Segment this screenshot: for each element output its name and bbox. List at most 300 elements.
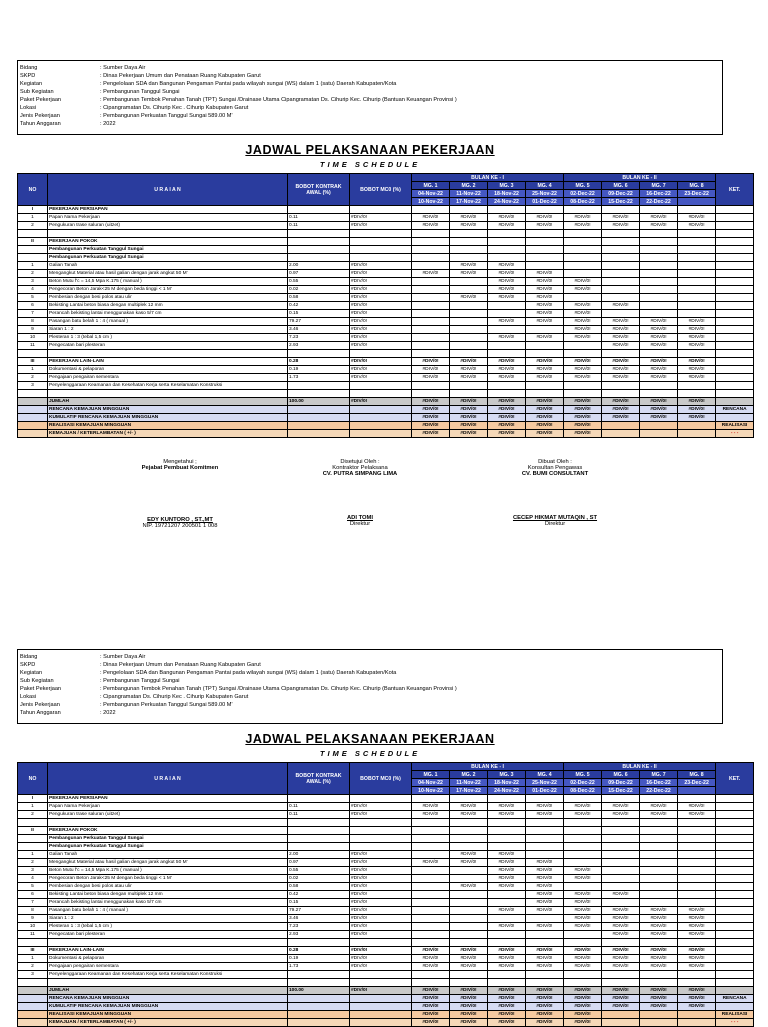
- table-row: [18, 214, 754, 222]
- week-value: [488, 827, 526, 835]
- row-no: 8: [18, 318, 48, 326]
- week-value: #DIV/0!: [564, 214, 602, 222]
- week-header: MG. 8: [678, 182, 716, 190]
- table-row: [18, 350, 754, 358]
- week-value: [602, 883, 640, 891]
- row-uraian: Beton Mutu f'c = 14,5 Mpa K.175 ( manual ): [48, 867, 288, 875]
- row-no: 10: [18, 923, 48, 931]
- week-value: [602, 270, 640, 278]
- week-value: #DIV/0!: [526, 867, 564, 875]
- signature-caption: Dibuat Oleh :: [538, 459, 572, 465]
- row-bobot-mc0: #DIV/0!: [350, 947, 412, 955]
- table-row: [18, 422, 754, 430]
- table-row: [18, 891, 754, 899]
- week-value: #DIV/0!: [678, 334, 716, 342]
- week-end-date: 10-Nov-22: [412, 787, 450, 795]
- week-value: [602, 1019, 640, 1027]
- table-row: [18, 230, 754, 238]
- row-bobot-mc0: #DIV/0!: [350, 358, 412, 366]
- week-value: #DIV/0!: [602, 931, 640, 939]
- week-start-date: 23-Dec-22: [678, 779, 716, 787]
- week-value: #DIV/0!: [488, 811, 526, 819]
- row-bobot-kontrak: 0.02: [288, 286, 350, 294]
- week-end-date: [678, 787, 716, 795]
- table-row: [18, 835, 754, 843]
- week-value: [412, 294, 450, 302]
- week-value: #DIV/0!: [488, 366, 526, 374]
- week-value: #DIV/0!: [450, 414, 488, 422]
- week-value: [602, 230, 640, 238]
- week-value: #DIV/0!: [412, 358, 450, 366]
- week-value: [488, 971, 526, 979]
- row-bobot-kontrak: [288, 230, 350, 238]
- week-value: [602, 350, 640, 358]
- week-value: #DIV/0!: [450, 947, 488, 955]
- week-value: #DIV/0!: [678, 222, 716, 230]
- week-value: [602, 827, 640, 835]
- row-bobot-kontrak: 0.55: [288, 278, 350, 286]
- week-value: #DIV/0!: [526, 875, 564, 883]
- week-value: [640, 422, 678, 430]
- week-value: #DIV/0!: [526, 1019, 564, 1027]
- row-ket: [716, 931, 754, 939]
- row-ket: [716, 302, 754, 310]
- week-end-date: 01-Dec-22: [526, 787, 564, 795]
- week-value: [602, 867, 640, 875]
- week-value: [678, 867, 716, 875]
- row-bobot-mc0: [350, 1011, 412, 1019]
- row-bobot-mc0: #DIV/0!: [350, 923, 412, 931]
- info-label: Bidang: [20, 654, 38, 660]
- row-uraian: Pengajaan pengairan sementara: [48, 963, 288, 971]
- week-value: #DIV/0!: [678, 955, 716, 963]
- week-value: [678, 270, 716, 278]
- week-value: [678, 310, 716, 318]
- table-row: [18, 270, 754, 278]
- row-bobot-kontrak: 0.97: [288, 859, 350, 867]
- week-value: [526, 979, 564, 987]
- week-value: #DIV/0!: [564, 406, 602, 414]
- table-row: [18, 334, 754, 342]
- week-value: #DIV/0!: [602, 963, 640, 971]
- week-value: #DIV/0!: [678, 915, 716, 923]
- row-bobot-kontrak: [288, 430, 350, 438]
- week-value: #DIV/0!: [488, 923, 526, 931]
- week-value: #DIV/0!: [678, 366, 716, 374]
- col-header-ket: KET.: [716, 174, 754, 206]
- week-value: [412, 326, 450, 334]
- week-value: #DIV/0!: [450, 358, 488, 366]
- week-value: #DIV/0!: [412, 859, 450, 867]
- week-value: #DIV/0!: [640, 803, 678, 811]
- week-end-date: 15-Dec-22: [602, 787, 640, 795]
- week-value: #DIV/0!: [640, 995, 678, 1003]
- row-ket: [716, 867, 754, 875]
- info-value: : Pembangunan Tanggul Sungai: [100, 678, 180, 684]
- week-value: #DIV/0!: [526, 883, 564, 891]
- row-bobot-mc0: #DIV/0!: [350, 310, 412, 318]
- week-value: #DIV/0!: [488, 414, 526, 422]
- signature-name: ADI TOMI: [347, 515, 373, 521]
- week-value: #DIV/0!: [640, 963, 678, 971]
- week-value: #DIV/0!: [488, 995, 526, 1003]
- week-value: [488, 979, 526, 987]
- week-value: [450, 971, 488, 979]
- table-row: [18, 971, 754, 979]
- row-uraian: Pengecatan bari plesteran: [48, 342, 288, 350]
- week-value: [488, 342, 526, 350]
- week-value: #DIV/0!: [526, 899, 564, 907]
- week-value: #DIV/0!: [526, 398, 564, 406]
- week-value: [678, 971, 716, 979]
- row-ket: [716, 374, 754, 382]
- info-label: Jenis Pekerjaan: [20, 113, 60, 119]
- schedule-title: JADWAL PELAKSANAAN PEKERJAAN: [245, 143, 495, 157]
- week-value: [678, 238, 716, 246]
- row-uraian: Pengajaan pengairan sementara: [48, 374, 288, 382]
- table-row: [18, 803, 754, 811]
- week-value: #DIV/0!: [526, 803, 564, 811]
- row-uraian: KEMAJUAN / KETERLAMBATAN ( +/- ): [48, 430, 288, 438]
- row-bobot-kontrak: 0.11: [288, 214, 350, 222]
- row-bobot-kontrak: [288, 414, 350, 422]
- week-value: #DIV/0!: [678, 923, 716, 931]
- week-value: [602, 939, 640, 947]
- row-uraian: Pasangan batu belah 1 : 4 ( manual ): [48, 907, 288, 915]
- row-bobot-mc0: [350, 835, 412, 843]
- week-value: [564, 230, 602, 238]
- week-value: [602, 294, 640, 302]
- week-value: #DIV/0!: [678, 803, 716, 811]
- week-value: [450, 875, 488, 883]
- week-value: #DIV/0!: [450, 366, 488, 374]
- week-value: [450, 899, 488, 907]
- row-ket: [716, 827, 754, 835]
- row-ket: [716, 795, 754, 803]
- row-ket: [716, 382, 754, 390]
- week-value: #DIV/0!: [526, 270, 564, 278]
- signature-company: CV. PUTRA SIMPANG LIMA: [322, 471, 398, 477]
- row-no: [18, 246, 48, 254]
- week-value: #DIV/0!: [602, 318, 640, 326]
- week-value: [678, 302, 716, 310]
- row-uraian: Galian Tanah: [48, 262, 288, 270]
- week-value: #DIV/0!: [526, 430, 564, 438]
- week-value: #DIV/0!: [602, 891, 640, 899]
- week-value: [602, 979, 640, 987]
- row-uraian: [48, 390, 288, 398]
- row-uraian: PEKERJAAN LAIN-LAIN: [48, 358, 288, 366]
- week-value: #DIV/0!: [640, 222, 678, 230]
- week-value: [450, 230, 488, 238]
- week-value: [678, 254, 716, 262]
- week-end-date: 08-Dec-22: [564, 787, 602, 795]
- week-start-date: 09-Dec-22: [602, 190, 640, 198]
- week-value: #DIV/0!: [412, 214, 450, 222]
- row-ket: [716, 875, 754, 883]
- week-value: #DIV/0!: [526, 406, 564, 414]
- row-bobot-mc0: #DIV/0!: [350, 398, 412, 406]
- week-value: #DIV/0!: [602, 406, 640, 414]
- week-value: [412, 350, 450, 358]
- row-uraian: JUMLAH: [48, 398, 288, 406]
- week-value: [450, 350, 488, 358]
- week-value: [602, 246, 640, 254]
- week-value: [640, 827, 678, 835]
- week-value: #DIV/0!: [450, 987, 488, 995]
- week-value: [526, 827, 564, 835]
- week-value: #DIV/0!: [564, 302, 602, 310]
- row-ket: [716, 811, 754, 819]
- row-bobot-mc0: [350, 238, 412, 246]
- week-value: [526, 915, 564, 923]
- week-value: [602, 422, 640, 430]
- row-no: [18, 979, 48, 987]
- table-row: [18, 883, 754, 891]
- table-row: [18, 366, 754, 374]
- week-value: #DIV/0!: [488, 947, 526, 955]
- week-value: #DIV/0!: [412, 222, 450, 230]
- week-value: [678, 1019, 716, 1027]
- row-no: 8: [18, 907, 48, 915]
- info-label: SKPD: [20, 662, 36, 668]
- week-header: MG. 8: [678, 771, 716, 779]
- week-value: [602, 206, 640, 214]
- week-value: [564, 262, 602, 270]
- week-value: #DIV/0!: [526, 366, 564, 374]
- row-uraian: Pembesian dengan besi polos atau ulir: [48, 294, 288, 302]
- row-bobot-kontrak: 0.58: [288, 294, 350, 302]
- week-header: MG. 4: [526, 182, 564, 190]
- row-uraian: RENCANA KEMAJUAN MINGGUAN: [48, 995, 288, 1003]
- week-value: [678, 286, 716, 294]
- row-ket: [716, 859, 754, 867]
- row-uraian: Mengangkut Material atau hasil galian dengan jarak angkut 50 M': [48, 859, 288, 867]
- week-header: MG. 4: [526, 771, 564, 779]
- week-value: [564, 979, 602, 987]
- week-value: #DIV/0!: [450, 374, 488, 382]
- row-bobot-kontrak: [288, 406, 350, 414]
- week-value: [564, 883, 602, 891]
- row-bobot-kontrak: 0.15: [288, 899, 350, 907]
- col-header-uraian: U R A I A N: [48, 174, 288, 206]
- row-ket: [716, 286, 754, 294]
- week-value: [450, 835, 488, 843]
- info-label: Jenis Pekerjaan: [20, 702, 60, 708]
- row-no: 11: [18, 342, 48, 350]
- week-value: [564, 246, 602, 254]
- row-bobot-mc0: #DIV/0!: [350, 803, 412, 811]
- week-header: MG. 2: [450, 771, 488, 779]
- row-bobot-mc0: #DIV/0!: [350, 214, 412, 222]
- week-value: #DIV/0!: [678, 931, 716, 939]
- week-value: #DIV/0!: [412, 955, 450, 963]
- row-no: 1: [18, 851, 48, 859]
- row-ket: RENCANA: [716, 406, 754, 414]
- table-row: [18, 931, 754, 939]
- week-value: #DIV/0!: [412, 963, 450, 971]
- week-value: #DIV/0!: [488, 406, 526, 414]
- week-value: #DIV/0!: [488, 963, 526, 971]
- week-value: [640, 246, 678, 254]
- row-bobot-mc0: #DIV/0!: [350, 883, 412, 891]
- week-value: #DIV/0!: [602, 358, 640, 366]
- table-row: [18, 1019, 754, 1027]
- week-value: #DIV/0!: [678, 907, 716, 915]
- row-uraian: Pengecoran Beton Jarak<25 M dengan beda tinggi < 1 M': [48, 875, 288, 883]
- row-no: I: [18, 206, 48, 214]
- week-value: [602, 899, 640, 907]
- week-value: [640, 795, 678, 803]
- row-ket: REALISASI: [716, 1011, 754, 1019]
- week-value: #DIV/0!: [564, 318, 602, 326]
- row-ket: [716, 803, 754, 811]
- row-no: [18, 1019, 48, 1027]
- week-value: [640, 254, 678, 262]
- row-uraian: Pengukuran trase saluran (uitzet): [48, 811, 288, 819]
- col-header-bobot-mc0: BOBOT MC0 (%): [350, 763, 412, 795]
- week-start-date: 04-Nov-22: [412, 190, 450, 198]
- row-uraian: Pembangunan Perkuatan Tanggul Sungai: [48, 254, 288, 262]
- table-row: [18, 1011, 754, 1019]
- week-value: [412, 883, 450, 891]
- week-value: #DIV/0!: [640, 915, 678, 923]
- row-ket: [716, 278, 754, 286]
- week-value: #DIV/0!: [640, 406, 678, 414]
- week-value: #DIV/0!: [602, 342, 640, 350]
- week-value: [412, 278, 450, 286]
- week-value: #DIV/0!: [564, 867, 602, 875]
- week-header: MG. 3: [488, 182, 526, 190]
- week-value: [564, 206, 602, 214]
- week-value: [602, 875, 640, 883]
- row-no: 9: [18, 915, 48, 923]
- week-value: [640, 883, 678, 891]
- week-value: #DIV/0!: [412, 270, 450, 278]
- week-value: [450, 318, 488, 326]
- row-no: [18, 835, 48, 843]
- week-value: #DIV/0!: [450, 859, 488, 867]
- week-value: [450, 867, 488, 875]
- week-value: #DIV/0!: [526, 987, 564, 995]
- row-no: 4: [18, 875, 48, 883]
- row-no: 2: [18, 859, 48, 867]
- row-ket: RENCANA: [716, 995, 754, 1003]
- week-value: [602, 795, 640, 803]
- week-header: MG. 2: [450, 182, 488, 190]
- week-value: [450, 931, 488, 939]
- info-value: : Dinas Pekerjaan Umum dan Penataan Ruang Kabupaten Garut: [100, 662, 261, 668]
- week-value: #DIV/0!: [450, 963, 488, 971]
- row-no: [18, 398, 48, 406]
- row-bobot-kontrak: 79.27: [288, 907, 350, 915]
- week-value: #DIV/0!: [450, 1011, 488, 1019]
- row-bobot-mc0: [350, 246, 412, 254]
- row-bobot-mc0: #DIV/0!: [350, 286, 412, 294]
- row-no: [18, 422, 48, 430]
- week-value: #DIV/0!: [678, 811, 716, 819]
- week-value: [488, 302, 526, 310]
- week-value: [412, 254, 450, 262]
- row-uraian: KUMULATIF RENCANA KEMAJUAN MINGGUAN: [48, 414, 288, 422]
- row-uraian: KEMAJUAN / KETERLAMBATAN ( +/- ): [48, 1019, 288, 1027]
- week-value: #DIV/0!: [412, 1019, 450, 1027]
- week-value: [412, 899, 450, 907]
- row-ket: [716, 334, 754, 342]
- week-value: #DIV/0!: [564, 358, 602, 366]
- schedule-page-1: [17, 60, 748, 438]
- week-value: #DIV/0!: [488, 422, 526, 430]
- col-header-bobot-mc0: BOBOT MC0 (%): [350, 174, 412, 206]
- week-value: [640, 899, 678, 907]
- row-bobot-kontrak: 0.11: [288, 811, 350, 819]
- week-value: #DIV/0!: [602, 398, 640, 406]
- table-row: [18, 947, 754, 955]
- week-value: #DIV/0!: [526, 995, 564, 1003]
- week-value: #DIV/0!: [564, 422, 602, 430]
- week-value: [640, 867, 678, 875]
- info-label: Lokasi: [20, 694, 37, 700]
- row-bobot-mc0: [350, 206, 412, 214]
- week-value: [488, 795, 526, 803]
- week-header: MG. 6: [602, 771, 640, 779]
- col-header-no: NO: [18, 174, 48, 206]
- row-bobot-mc0: #DIV/0!: [350, 899, 412, 907]
- table-row: [18, 286, 754, 294]
- week-value: #DIV/0!: [450, 270, 488, 278]
- row-no: [18, 350, 48, 358]
- info-value: : Cipangramatan Ds. Cihurip Kec . Cihurip Kabupaten Garut: [100, 694, 249, 700]
- row-no: [18, 995, 48, 1003]
- week-value: #DIV/0!: [412, 374, 450, 382]
- week-value: [450, 206, 488, 214]
- row-bobot-kontrak: 0.02: [288, 875, 350, 883]
- table-row: [18, 915, 754, 923]
- row-ket: [716, 214, 754, 222]
- week-value: #DIV/0!: [678, 1003, 716, 1011]
- week-value: #DIV/0!: [412, 414, 450, 422]
- row-bobot-kontrak: [288, 350, 350, 358]
- week-value: [450, 819, 488, 827]
- week-value: [450, 939, 488, 947]
- week-end-date: 22-Dec-22: [640, 787, 678, 795]
- info-label: Tahun Anggaran: [20, 710, 61, 716]
- week-start-date: 16-Dec-22: [640, 190, 678, 198]
- week-value: [488, 843, 526, 851]
- week-value: [412, 390, 450, 398]
- row-uraian: Beton Mutu f'c = 14,5 Mpa K.175 ( manual ): [48, 278, 288, 286]
- info-value: : Pembangunan Tembok Penahan Tanah (TPT) Sungai /Drainase Utama Cipangramatan Ds. Cihurip Kec. Cihurip (Bantuan Keuangan Provinsi ): [100, 686, 457, 692]
- week-value: #DIV/0!: [640, 358, 678, 366]
- week-value: #DIV/0!: [602, 334, 640, 342]
- week-value: [526, 326, 564, 334]
- week-value: #DIV/0!: [640, 342, 678, 350]
- week-value: [450, 843, 488, 851]
- week-value: [678, 939, 716, 947]
- week-value: [640, 382, 678, 390]
- week-value: [602, 851, 640, 859]
- week-value: [640, 286, 678, 294]
- row-uraian: Bekisting Lantai beton biasa dengan multiplek 12 mm: [48, 302, 288, 310]
- week-value: [526, 238, 564, 246]
- week-value: #DIV/0!: [564, 987, 602, 995]
- week-value: [640, 310, 678, 318]
- table-row: [18, 374, 754, 382]
- row-no: [18, 987, 48, 995]
- row-uraian: Siaran 1 : 2: [48, 326, 288, 334]
- week-value: [640, 979, 678, 987]
- week-value: #DIV/0!: [450, 883, 488, 891]
